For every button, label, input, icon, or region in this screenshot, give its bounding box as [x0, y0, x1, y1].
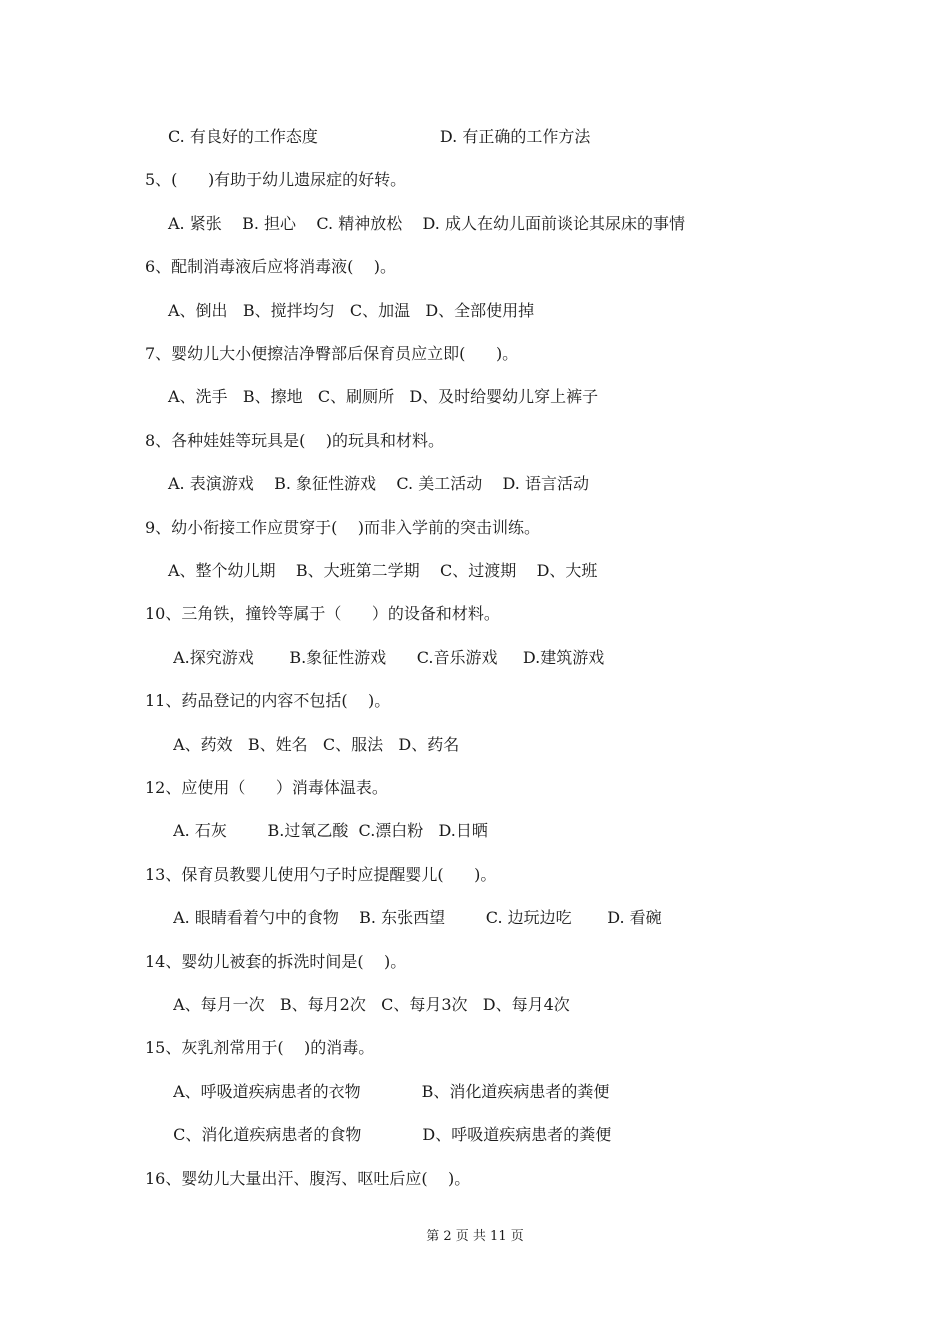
answer-options: A. 紧张 B. 担心 C. 精神放松 D. 成人在幼儿面前谈论其尿床的事情 — [168, 214, 685, 233]
question-text: 13、保育员教婴儿使用勺子时应提醒婴儿( )。 — [145, 865, 497, 884]
question-text: 10、三角铁，撞铃等属于（ ）的设备和材料。 — [145, 604, 500, 623]
answer-options: A. 眼睛看着勺中的食物 B. 东张西望 C. 边玩边吃 D. 看碗 — [168, 908, 662, 927]
answer-options: A.探究游戏 B.象征性游戏 C.音乐游戏 D.建筑游戏 — [168, 648, 605, 667]
question-text: 5、( )有助于幼儿遗尿症的好转。 — [145, 170, 407, 189]
answer-options: A. 石灰 B.过氧乙酸 C.漂白粉 D.日晒 — [168, 821, 488, 840]
question-text: 11、药品登记的内容不包括( )。 — [145, 691, 391, 710]
answer-options: A、呼吸道疾病患者的衣物 B、消化道疾病患者的粪便 — [168, 1082, 610, 1101]
answer-options: A、倒出 B、搅拌均匀 C、加温 D、全部使用掉 — [168, 301, 535, 320]
question-text: 9、幼小衔接工作应贯穿于( )而非入学前的突击训练。 — [145, 518, 541, 537]
question-text: 12、应使用（ ）消毒体温表。 — [145, 778, 388, 797]
answer-options: A、药效 B、姓名 C、服法 D、药名 — [168, 735, 460, 754]
answer-options: A、洗手 B、擦地 C、刷厕所 D、及时给婴幼儿穿上裤子 — [168, 387, 599, 406]
question-text: 8、各种娃娃等玩具是( )的玩具和材料。 — [145, 431, 445, 450]
answer-options: A. 表演游戏 B. 象征性游戏 C. 美工活动 D. 语言活动 — [168, 474, 589, 493]
question-text: 6、配制消毒液后应将消毒液( )。 — [145, 257, 397, 276]
question-text: 15、灰乳剂常用于( )的消毒。 — [145, 1038, 375, 1057]
question-text: 7、婴幼儿大小便擦洁净臀部后保育员应立即( )。 — [145, 344, 519, 363]
answer-options: A、每月一次 B、每月2次 C、每月3次 D、每月4次 — [168, 995, 570, 1014]
question-text: 16、婴幼儿大量出汗、腹泻、呕吐后应( )。 — [145, 1169, 471, 1188]
answer-options: C、消化道疾病患者的食物 D、呼吸道疾病患者的粪便 — [168, 1125, 612, 1144]
answer-options: A、整个幼儿期 B、大班第二学期 C、过渡期 D、大班 — [168, 561, 598, 580]
question-text: 14、婴幼儿被套的拆洗时间是( )。 — [145, 952, 407, 971]
page-footer: 第 2 页 共 11 页 — [426, 1229, 524, 1244]
answer-options: C. 有良好的工作态度 D. 有正确的工作方法 — [168, 127, 591, 146]
